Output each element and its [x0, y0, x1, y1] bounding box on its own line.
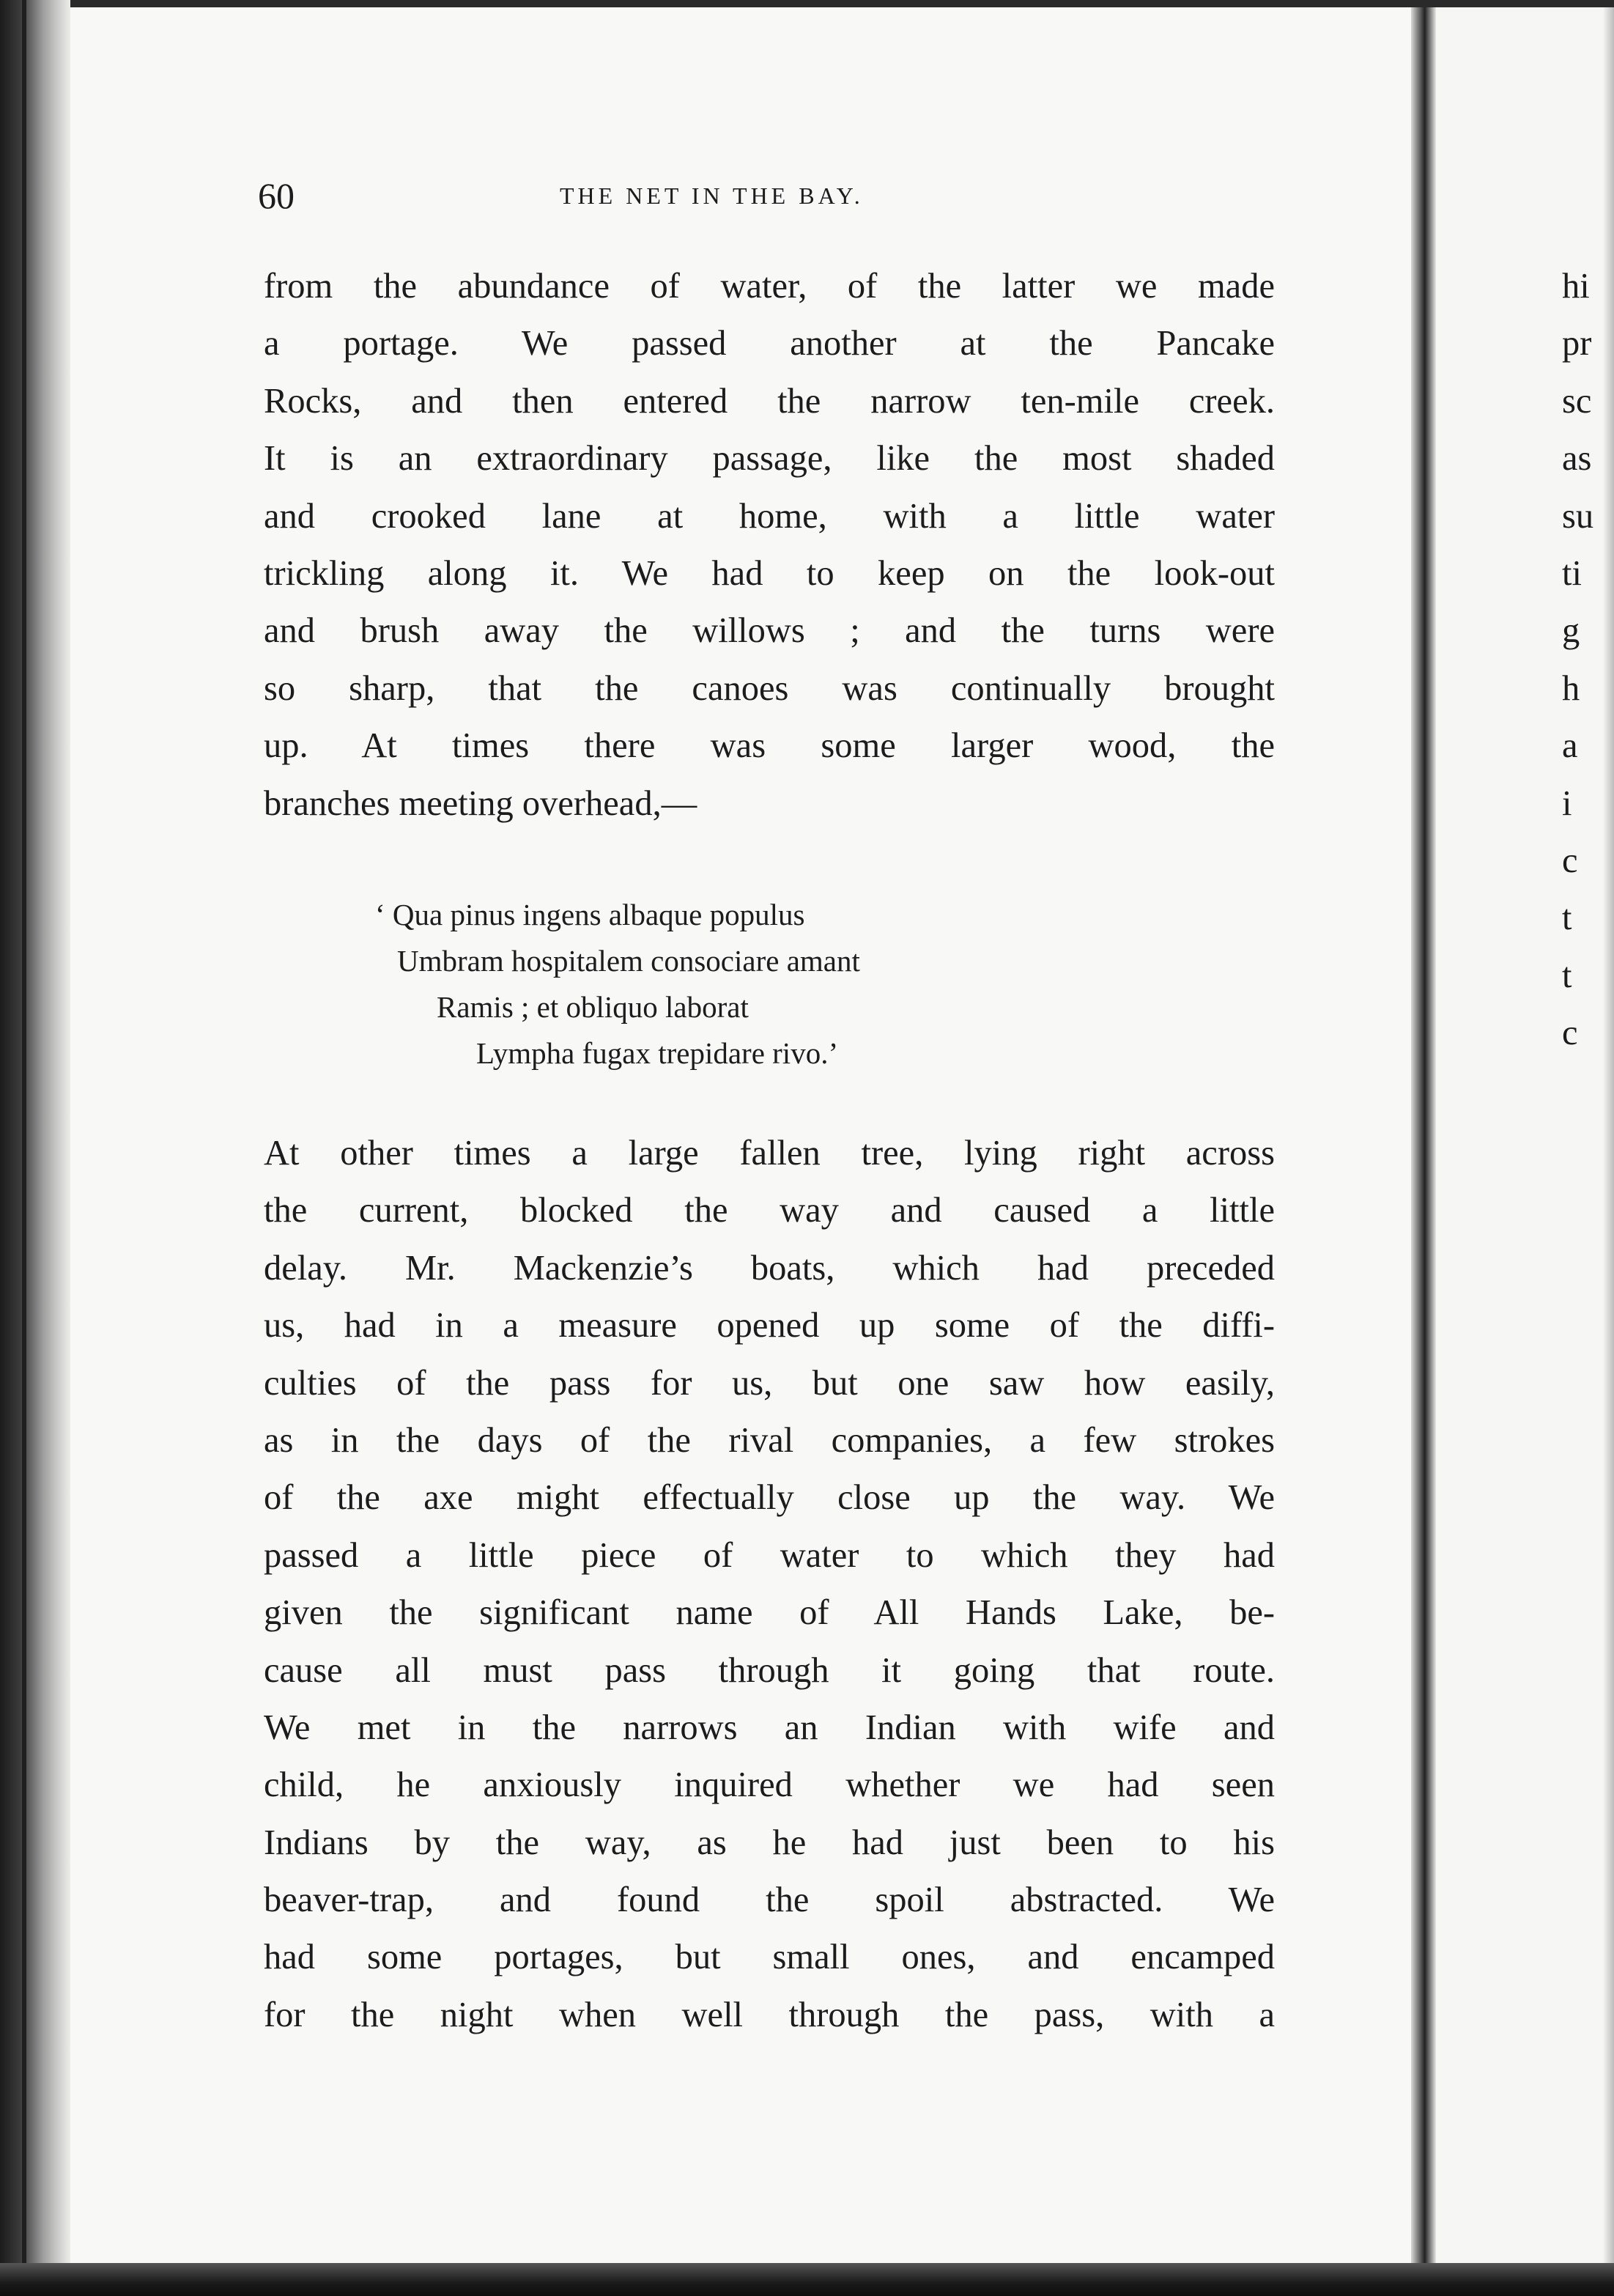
text-line: us, had in a measure opened up some of the diffi-: [264, 1306, 1275, 1346]
book-gutter: [1411, 7, 1436, 2263]
facing-fragment: h: [1562, 668, 1580, 708]
facing-fragment: g: [1562, 611, 1580, 651]
text-line: the current, blocked the way and caused a little: [264, 1191, 1275, 1230]
facing-fragment: t: [1562, 956, 1572, 995]
facing-fragment: i: [1562, 783, 1572, 823]
text-line: and crooked lane at home, with a little water: [264, 496, 1275, 536]
text-line: Indians by the way, as he had just been to his: [264, 1823, 1275, 1862]
text-line: a portage. We passed another at the Pancake: [264, 324, 1275, 363]
page-number: 60: [258, 175, 295, 216]
facing-fragment: c: [1562, 1014, 1578, 1053]
running-header: [258, 170, 1269, 221]
text-line: had some portages, but small ones, and encamped: [264, 1938, 1275, 1977]
text-line: delay. Mr. Mackenzie’s boats, which had preceded: [264, 1248, 1275, 1288]
text-line: up. At times there was some larger wood, the: [264, 726, 1275, 766]
scan-bottom-border: [0, 2263, 1614, 2296]
facing-page-text: [1562, 258, 1606, 1062]
text-line: We met in the narrows an Indian with wife and: [264, 1708, 1275, 1747]
paragraph-1: [264, 258, 1275, 833]
paragraph-2: [264, 1125, 1275, 2044]
text-line: At other times a large fallen tree, lying right across: [264, 1134, 1275, 1173]
scan-top-border: [0, 0, 1614, 7]
facing-fragment: hi: [1562, 267, 1590, 306]
facing-fragment: ti: [1562, 553, 1582, 593]
text-line: culties of the pass for us, but one saw how easily,: [264, 1363, 1275, 1403]
facing-fragment: su: [1562, 496, 1594, 536]
text-line: It is an extraordinary passage, like the most shaded: [264, 439, 1275, 479]
book-spine-edge: [0, 0, 70, 2296]
text-line: given the significant name of All Hands Lake, be-: [264, 1593, 1275, 1633]
text-line: cause all must pass through it going that route.: [264, 1650, 1275, 1690]
text-line: Rocks, and then entered the narrow ten-mile creek.: [264, 381, 1275, 421]
text-line: and brush away the willows ; and the turns were: [264, 611, 1275, 651]
text-line: from the abundance of water, of the latter we made: [264, 267, 1275, 306]
verse-line: ‘ Qua pinus ingens albaque populus: [375, 898, 805, 931]
spine-shadow-line: [22, 0, 26, 2263]
text-line: so sharp, that the canoes was continually brought: [264, 668, 1275, 708]
text-line: child, he anxiously inquired whether we had seen: [264, 1765, 1275, 1805]
text-line: passed a little piece of water to which they had: [264, 1535, 1275, 1575]
text-line: beaver-trap, and found the spoil abstracted. We: [264, 1880, 1275, 1920]
facing-fragment: c: [1562, 841, 1578, 880]
facing-fragment: as: [1562, 439, 1592, 479]
text-line: branches meeting overhead,—: [264, 783, 697, 823]
facing-fragment: t: [1562, 898, 1572, 938]
verse-quotation: [375, 892, 1078, 1077]
facing-fragment: a: [1562, 726, 1578, 766]
verse-line: Ramis ; et obliquo laborat: [437, 990, 749, 1024]
facing-fragment: pr: [1562, 324, 1592, 363]
running-title: THE NET IN THE BAY.: [560, 182, 864, 209]
text-line: of the axe might effectually close up the way. We: [264, 1478, 1275, 1518]
facing-fragment: sc: [1562, 381, 1592, 421]
text-line: trickling along it. We had to keep on the look-out: [264, 553, 1275, 593]
verse-line: Lympha fugax trepidare rivo.’: [476, 1036, 839, 1070]
text-line: as in the days of the rival companies, a few strokes: [264, 1420, 1275, 1460]
verse-line: Umbram hospitalem consociare amant: [397, 944, 860, 978]
text-line: for the night when well through the pass, with a: [264, 1995, 1275, 2034]
